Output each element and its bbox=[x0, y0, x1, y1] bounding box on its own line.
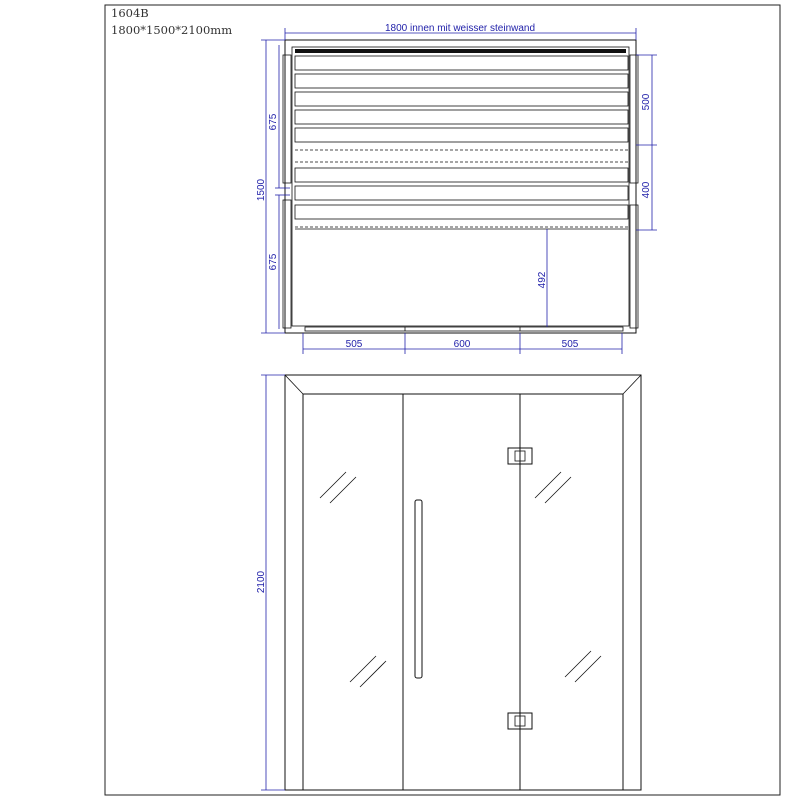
bench-slat bbox=[295, 186, 628, 200]
bench-slat bbox=[295, 168, 628, 182]
title-block bbox=[111, 5, 232, 39]
sheet-border bbox=[105, 5, 780, 795]
front-inner-opening bbox=[303, 394, 623, 790]
bench-slat bbox=[295, 110, 628, 124]
reflection-mark bbox=[360, 661, 386, 687]
dim-height-label: 2100 bbox=[256, 570, 267, 594]
reflection-mark bbox=[350, 656, 376, 682]
plan-heater-bar bbox=[295, 49, 626, 53]
plan-right-post-lower bbox=[630, 205, 638, 328]
plan-left-post-upper bbox=[283, 55, 291, 183]
dim-bench-gap-label: 492 bbox=[537, 271, 548, 289]
plan-dimensions bbox=[256, 23, 657, 354]
model-number: 1604B bbox=[111, 6, 149, 20]
plan-door-sill bbox=[305, 327, 623, 331]
dim-width-label: 1800 innen mit weisser steinwand bbox=[384, 23, 536, 34]
reflection-mark bbox=[330, 477, 356, 503]
dim-door-right-label: 505 bbox=[561, 339, 579, 350]
reflection-mark bbox=[565, 651, 591, 677]
frame-bevel bbox=[285, 375, 303, 394]
dim-depth-top-label: 675 bbox=[268, 113, 279, 131]
reflection-mark bbox=[535, 472, 561, 498]
front-outer-frame bbox=[285, 375, 641, 790]
bench-slat bbox=[295, 74, 628, 88]
dim-right-lower-label: 400 bbox=[641, 181, 652, 199]
glass-reflections bbox=[320, 472, 601, 687]
frame-bevel bbox=[623, 375, 641, 394]
bench-slat bbox=[295, 128, 628, 142]
plan-inner-wall bbox=[292, 47, 629, 326]
dim-door-center-label: 600 bbox=[453, 339, 471, 350]
plan-outer-wall bbox=[285, 40, 636, 333]
reflection-mark bbox=[575, 656, 601, 682]
dim-door-left-label: 505 bbox=[345, 339, 363, 350]
front-dimensions bbox=[256, 375, 285, 790]
plan-bench-slats bbox=[295, 56, 628, 219]
plan-view bbox=[283, 40, 638, 333]
dim-right-upper-label: 500 bbox=[641, 93, 652, 111]
dim-depth-bottom-label: 675 bbox=[268, 253, 279, 271]
dim-depth-label: 1500 bbox=[256, 178, 267, 202]
bench-slat bbox=[295, 56, 628, 70]
plan-left-post-lower bbox=[283, 200, 291, 328]
bench-slat bbox=[295, 205, 628, 219]
plan-right-post-upper bbox=[630, 55, 638, 183]
reflection-mark bbox=[320, 472, 346, 498]
reflection-mark bbox=[545, 477, 571, 503]
door-handle bbox=[415, 500, 422, 678]
bench-slat bbox=[295, 92, 628, 106]
front-view bbox=[285, 375, 641, 790]
model-size: 1800*1500*2100mm bbox=[111, 23, 233, 37]
